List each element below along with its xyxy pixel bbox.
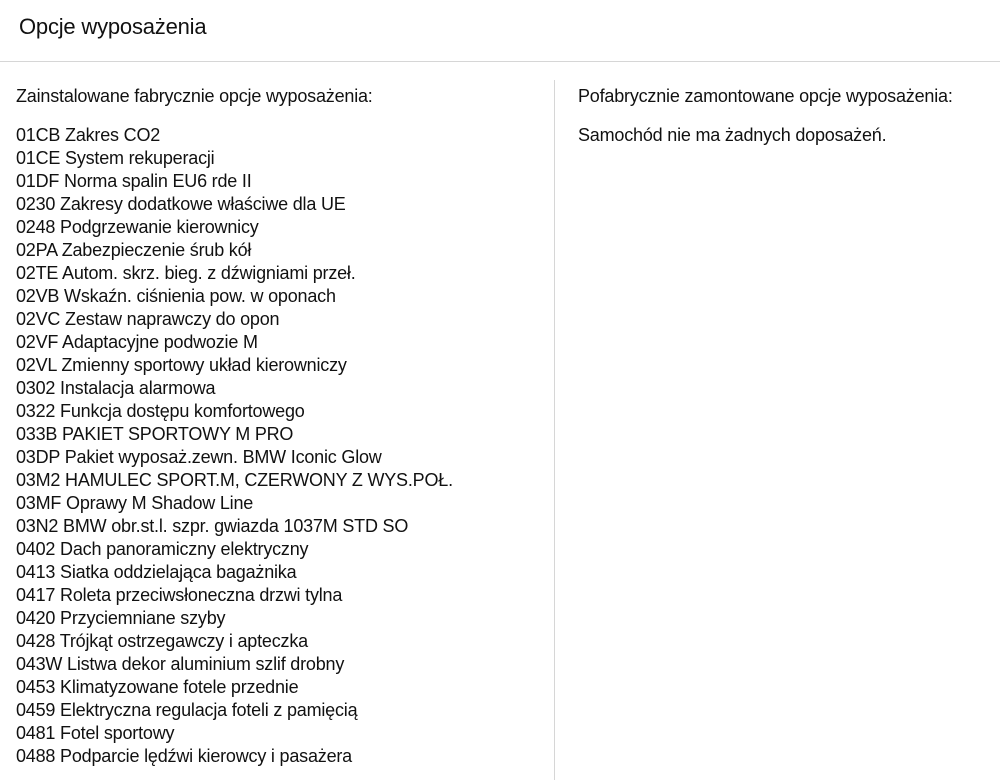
factory-options-heading: Zainstalowane fabrycznie opcje wyposażenia: bbox=[16, 86, 373, 106]
option-item: 0302 Instalacja alarmowa bbox=[16, 378, 216, 398]
option-item: 01CE System rekuperacji bbox=[16, 148, 215, 168]
option-item: 02VC Zestaw naprawczy do opon bbox=[16, 309, 280, 329]
no-aftermarket-options-message: Samochód nie ma żadnych doposażeń. bbox=[578, 125, 887, 145]
option-item: 0248 Podgrzewanie kierownicy bbox=[16, 217, 259, 237]
option-item: 0453 Klimatyzowane fotele przednie bbox=[16, 677, 299, 697]
option-item: 0230 Zakresy dodatkowe właściwe dla UE bbox=[16, 194, 346, 214]
option-item: 02VF Adaptacyjne podwozie M bbox=[16, 332, 258, 352]
option-item: 0420 Przyciemniane szyby bbox=[16, 608, 226, 628]
option-item: 01CB Zakres CO2 bbox=[16, 125, 161, 145]
option-item: 0459 Elektryczna regulacja foteli z pamięcią bbox=[16, 700, 358, 720]
option-item: 0428 Trójkąt ostrzegawczy i apteczka bbox=[16, 631, 308, 651]
factory-options-section bbox=[16, 84, 536, 768]
option-item: 01DF Norma spalin EU6 rde II bbox=[16, 171, 252, 191]
option-item: 02VL Zmienny sportowy układ kierowniczy bbox=[16, 355, 347, 375]
option-item: 043W Listwa dekor aluminium szlif drobny bbox=[16, 654, 345, 674]
page-title: Opcje wyposażenia bbox=[19, 14, 207, 39]
option-item: 0481 Fotel sportowy bbox=[16, 723, 175, 743]
option-item: 03M2 HAMULEC SPORT.M, CZERWONY Z WYS.POŁ. bbox=[16, 470, 453, 490]
option-item: 0413 Siatka oddzielająca bagażnika bbox=[16, 562, 297, 582]
option-item: 0402 Dach panoramiczny elektryczny bbox=[16, 539, 309, 559]
option-item: 02VB Wskaźn. ciśnienia pow. w oponach bbox=[16, 286, 336, 306]
column-divider bbox=[554, 80, 555, 780]
option-item: 0488 Podparcie lędźwi kierowcy i pasażera bbox=[16, 746, 352, 766]
option-item: 03N2 BMW obr.st.l. szpr. gwiazda 1037M STD SO bbox=[16, 516, 409, 536]
page-header bbox=[0, 0, 1000, 62]
header-divider bbox=[0, 61, 1000, 62]
aftermarket-options-section bbox=[578, 84, 988, 147]
option-item: 03MF Oprawy M Shadow Line bbox=[16, 493, 254, 513]
option-item: 03DP Pakiet wyposaż.zewn. BMW Iconic Glow bbox=[16, 447, 382, 467]
option-item: 02TE Autom. skrz. bieg. z dźwigniami przeł. bbox=[16, 263, 356, 283]
option-item: 033B PAKIET SPORTOWY M PRO bbox=[16, 424, 294, 444]
option-item: 0322 Funkcja dostępu komfortowego bbox=[16, 401, 305, 421]
factory-options-list bbox=[16, 124, 536, 768]
option-item: 02PA Zabezpieczenie śrub kół bbox=[16, 240, 252, 260]
option-item: 0417 Roleta przeciwsłoneczna drzwi tylna bbox=[16, 585, 343, 605]
aftermarket-options-heading: Pofabrycznie zamontowane opcje wyposażenia: bbox=[578, 86, 953, 106]
